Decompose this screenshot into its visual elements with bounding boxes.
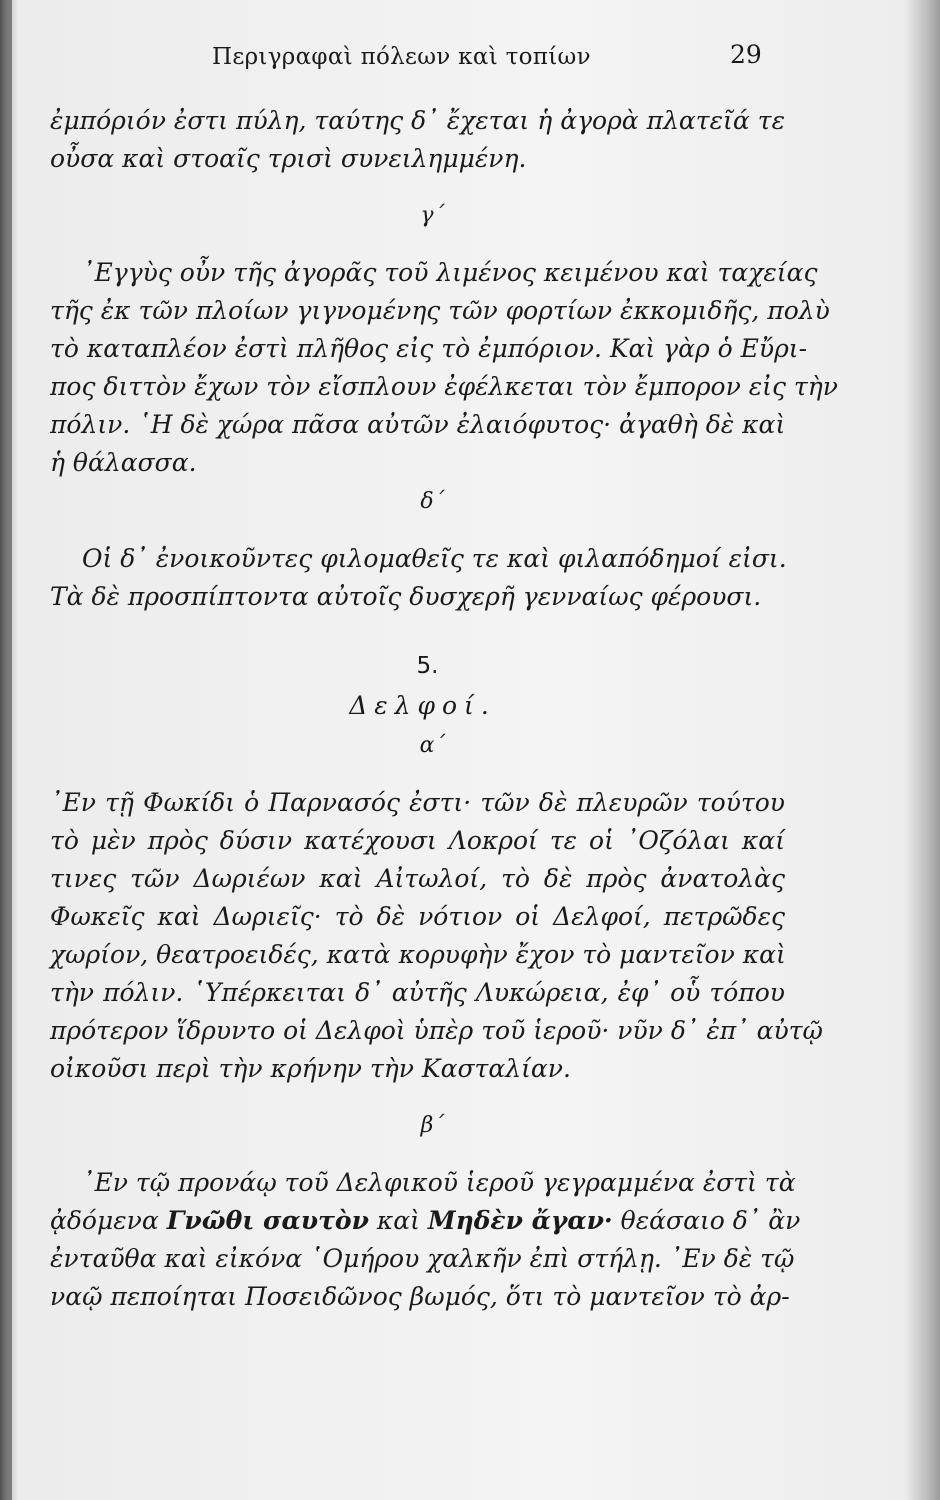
text-line: οἰκοῦσι περὶ τὴν κρήνην τὴν Κασταλίαν. (50, 1054, 571, 1083)
text-fragment: καὶ (368, 1206, 428, 1235)
text-line: Φωκεῖς καὶ Δωριεῖς· τὸ δὲ νότιον οἱ Δελφοί, πετρῶδες (50, 902, 785, 931)
page-body (50, 102, 838, 1316)
text-line: Τὰ δὲ προσπίπτοντα αὐτοῖς δυσχερῆ γενναίως φέρουσι. (50, 582, 762, 611)
text-line: ἡ θάλασσα. (50, 448, 197, 477)
text-fragment: ᾀδόμενα (50, 1206, 167, 1235)
text-line: τὸ μὲν πρὸς δύσιν κατέχουσι Λοκροί τε οἱ ᾽Οζόλαι καί (50, 826, 785, 855)
text-line: τὸ καταπλέον ἐστὶ πλῆθος εἰς τὸ ἐμπόριον. Καὶ γὰρ ὁ Εὔρι- (50, 334, 808, 363)
text-line: οὖσα καὶ στοαῖς τρισὶ συνειλημμένη. (50, 144, 527, 173)
text-line: ᾽Εγγὺς οὖν τῆς ἀγορᾶς τοῦ λιμένος κειμένου καὶ ταχείας (82, 258, 818, 287)
running-title: Περιγραφαὶ πόλεων καὶ τοπίων (212, 44, 591, 70)
text-line: ναῷ πεποίηται Ποσειδῶνος βωμός, ὅτι τὸ μαντεῖον τὸ ἀρ- (50, 1282, 790, 1311)
text-line: πόλιν. ῾Η δὲ χώρα πᾶσα αὐτῶν ἐλαιόφυτος· ἀγαθὴ δὲ καὶ (50, 410, 786, 439)
subsection-marker-beta: β´ (420, 1113, 445, 1138)
section-number: 5. (416, 653, 439, 679)
page-number: 29 (730, 40, 762, 69)
page-spine-shadow (0, 0, 12, 1500)
text-fragment: θεάσαιο δ᾽ ἂν (612, 1206, 801, 1235)
text-line: τινες τῶν Δωριέων καὶ Αἰτωλοί, τὸ δὲ πρὸς ἀνατολὰς (50, 864, 785, 893)
page-edge-shadow (906, 0, 940, 1500)
subsection-marker-alpha: α´ (419, 733, 446, 758)
text-line: τῆς ἐκ τῶν πλοίων γιγνομένης τῶν φορτίων ἐκκομιδῆς, πολὺ (50, 296, 830, 325)
maxim-nothing-in-excess: Μηδὲν ἄγαν· (427, 1206, 613, 1235)
text-line: τὴν πόλιν. ῾Υπέρκειται δ᾽ αὐτῆς Λυκώρεια, ἐφ᾽ οὗ τόπου (50, 978, 785, 1007)
text-line: ᾽Εν τῷ προνάῳ τοῦ Δελφικοῦ ἱεροῦ γεγραμμένα ἐστὶ τὰ (82, 1168, 796, 1197)
text-line: ἐνταῦθα καὶ εἰκόνα ῾Ομήρου χαλκῆν ἐπὶ στήλῃ. ᾽Εν δὲ τῷ (50, 1244, 795, 1273)
text-line: χωρίον, θεατροειδές, κατὰ κορυφὴν ἔχον τὸ μαντεῖον καὶ (50, 940, 786, 969)
text-line-with-maxims (50, 1202, 801, 1240)
text-line: ἐμπόριόν ἐστι πύλη, ταύτης δ᾽ ἔχεται ἡ ἀγορὰ πλατεῖά τε (50, 106, 785, 135)
subsection-marker-gamma: γ´ (420, 203, 445, 228)
text-line: πρότερον ἵδρυντο οἱ Δελφοὶ ὑπὲρ τοῦ ἱεροῦ· νῦν δ᾽ ἐπ᾽ αὐτῷ (50, 1016, 823, 1045)
running-header (0, 40, 940, 80)
text-line: πος διττὸν ἔχων τὸν εἴσπλουν ἐφέλκεται τὸν ἔμπορον εἰς τὴν (50, 372, 838, 401)
subsection-marker-delta: δ´ (420, 489, 445, 514)
text-line: Οἱ δ᾽ ἐνοικοῦντες φιλομαθεῖς τε καὶ φιλαπόδημοί εἰσι. (82, 544, 787, 573)
section-title: Δελφοί. (349, 691, 496, 720)
text-line: ᾽Εν τῇ Φωκίδι ὁ Παρνασός ἐστι· τῶν δὲ πλευρῶν τούτου (50, 788, 785, 817)
maxim-know-thyself: Γνῶθι σαυτὸν (166, 1206, 369, 1235)
